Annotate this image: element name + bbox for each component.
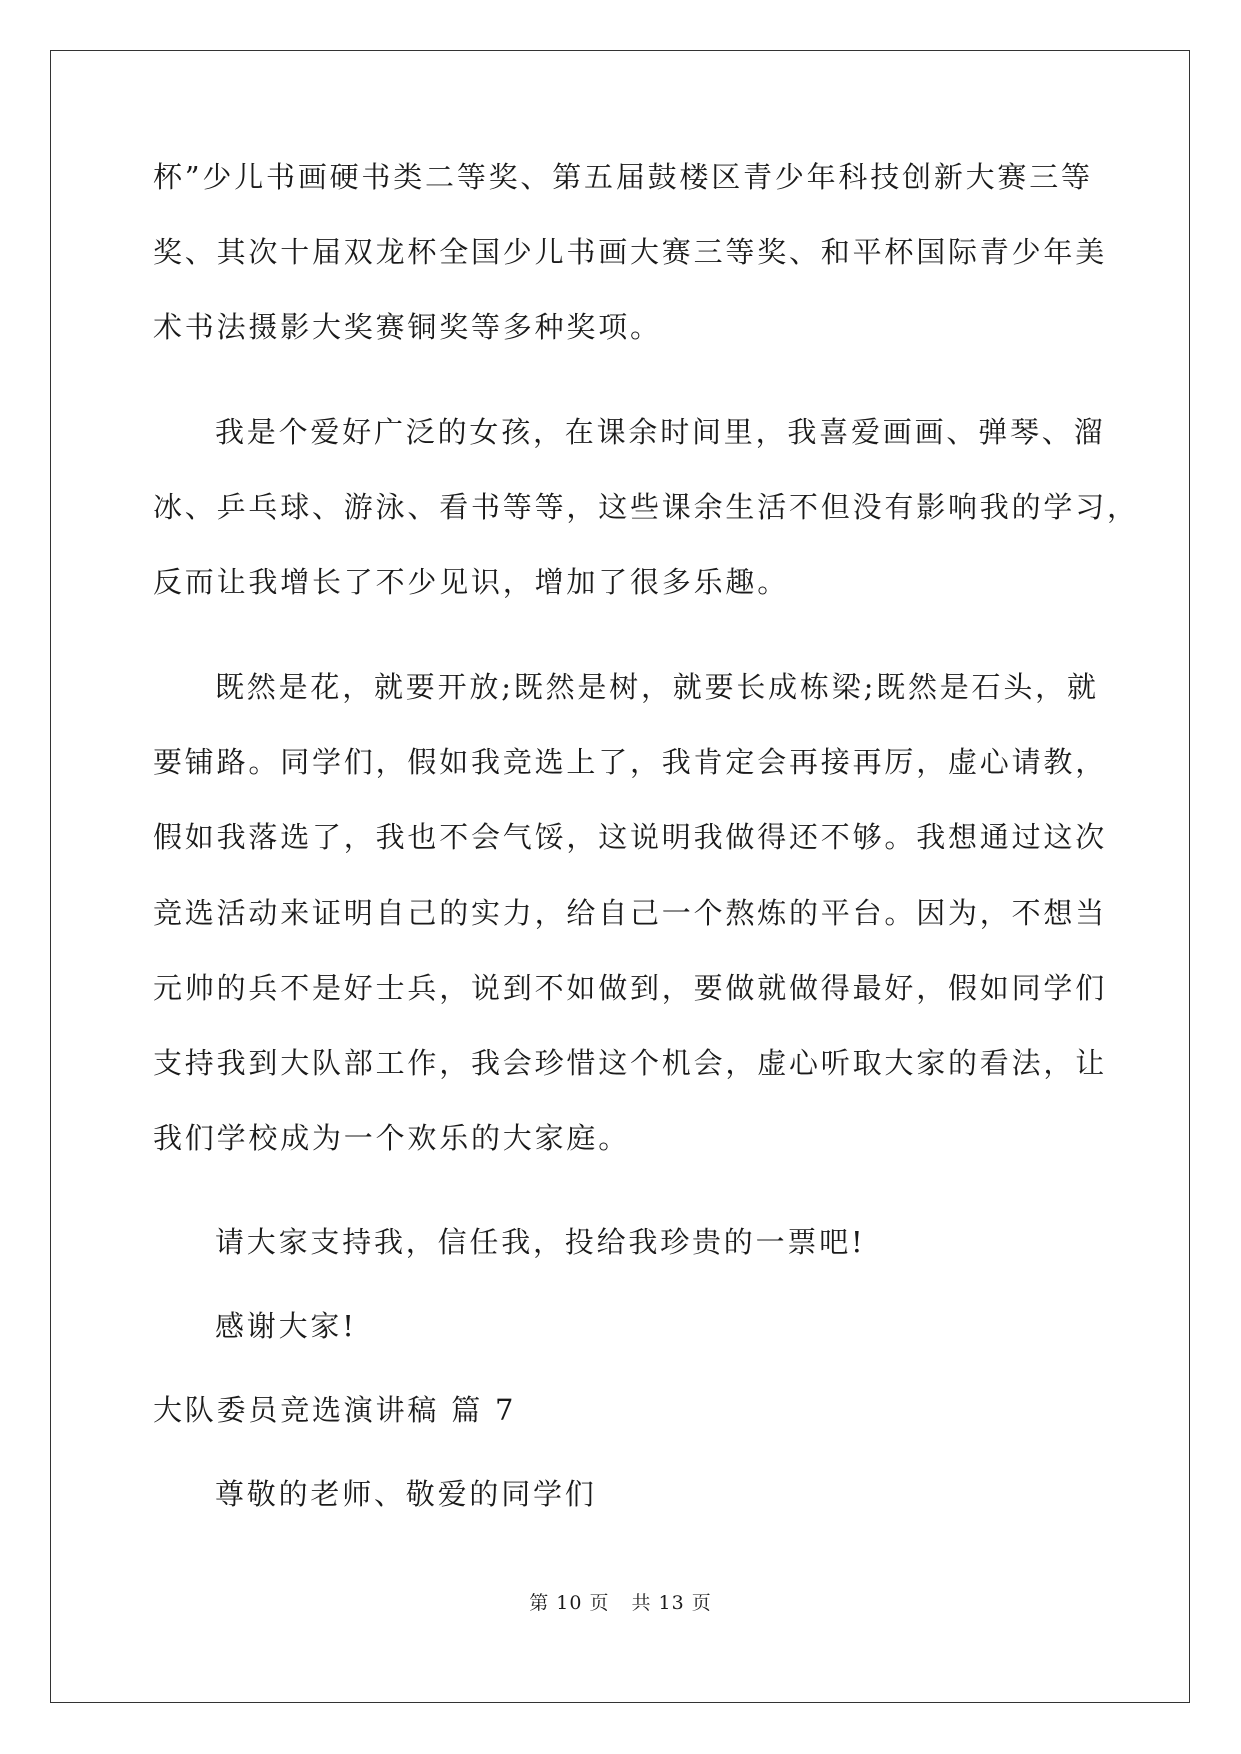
paragraph-start-line: 感谢大家! [215,1309,357,1343]
body-line: 术书法摄影大奖赛铜奖等多种奖项。 [153,310,662,344]
page-number: 第 10 页 [529,1592,610,1614]
paragraph-start-line: 请大家支持我，信任我，投给我珍贵的一票吧! [215,1225,866,1259]
body-line: 奖、其次十届双龙杯全国少儿书画大赛三等奖、和平杯国际青少年美 [153,235,1108,269]
body-line: 要铺路。同学们，假如我竞选上了，我肯定会再接再厉，虚心请教， [153,745,1108,779]
body-line: 支持我到大队部工作，我会珍惜这个机会，虚心听取大家的看法，让 [153,1046,1108,1080]
body-line: 竞选活动来证明自己的实力，给自己一个熬炼的平台。因为，不想当 [153,896,1108,930]
body-line: 假如我落选了，我也不会气馁，这说明我做得还不够。我想通过这次 [153,820,1108,854]
body-line: 元帅的兵不是好士兵，说到不如做到，要做就做得最好，假如同学们 [153,971,1108,1005]
salutation-line: 尊敬的老师、敬爱的同学们 [215,1477,597,1511]
paragraph-start-line: 我是个爱好广泛的女孩，在课余时间里，我喜爱画画、弹琴、溜 [215,415,1106,449]
body-line: 冰、乒乓球、游泳、看书等等，这些课余生活不但没有影响我的学习， [153,490,1139,524]
body-line: 我们学校成为一个欢乐的大家庭。 [153,1121,631,1155]
page-total: 共 13 页 [631,1592,712,1614]
body-line: 杯”少儿书画硬书类二等奖、第五届鼓楼区青少年科技创新大赛三等 [153,160,1093,194]
body-line: 反而让我增长了不少见识，增加了很多乐趣。 [153,565,790,599]
paragraph-start-line: 既然是花，就要开放;既然是树，就要长成栋梁;既然是石头，就 [215,670,1099,704]
section-heading: 大队委员竞选演讲稿 篇 7 [153,1393,517,1427]
page-frame [50,50,1190,1703]
page-footer [0,1590,1241,1616]
